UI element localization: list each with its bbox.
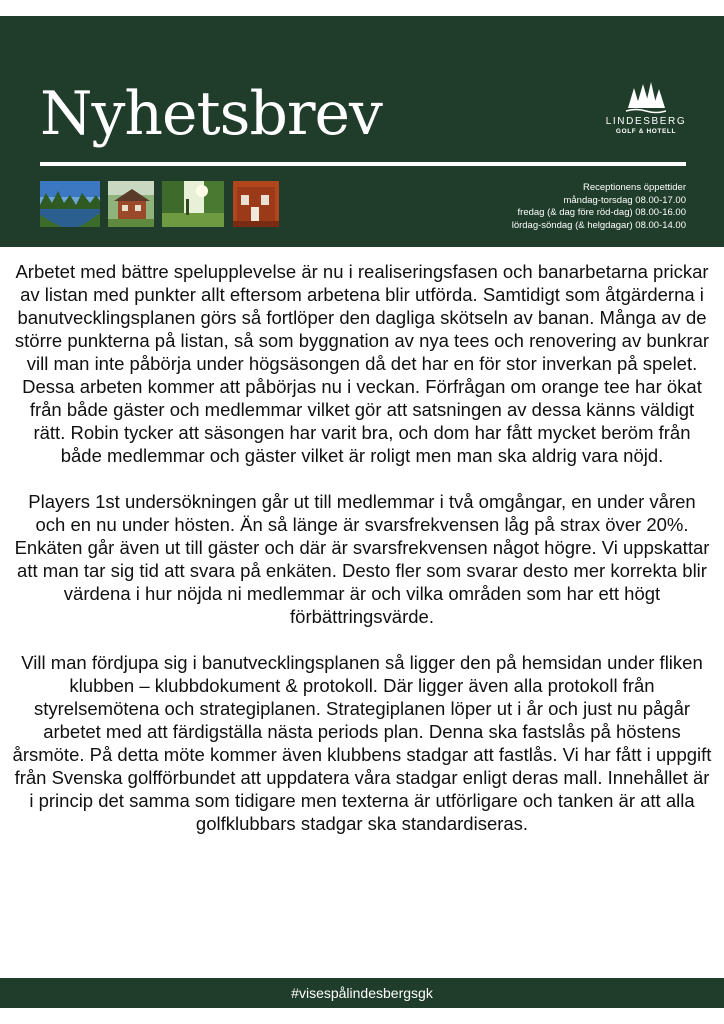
hours-line: måndag-torsdag 08.00-17.00 (563, 194, 686, 206)
red-building-photo (233, 181, 279, 227)
hours-line: fredag (& dag före röd-dag) 08.00-16.00 (517, 207, 686, 218)
newsletter-body (12, 260, 712, 858)
paragraph: Vill man fördjupa sig i banutvecklingsplanen så ligger den på hemsidan under fliken klubben – klubbdokument & protokoll. Där ligger även alla protokoll från styrelsemötena och strategiplanen. Strategiplanen löper ut i år och just nu pågår arbetet med att färdigställa nästa periods plan. Denna ska fastslås på höstens årsmöte. På detta möte kommer även klubbens stadgar att fastlås. Vi har fått i uppgift från Svenska golfförbundet att uppdatera våra stadgar enligt deras mall. Innehållet är i princip det samma som tidigare men texterna är utförligare och tanken är att alla golfklubbars stadgar ska standardiseras. (12, 652, 712, 834)
logo-name: LINDESBERG (605, 116, 687, 127)
header-divider (40, 162, 686, 166)
hours-line: lördag-söndag (& helgdagar) 08.00-14.00 (511, 219, 686, 231)
hours-heading: Receptionens öppettider (583, 182, 686, 193)
bottom-margin (0, 1008, 724, 1024)
lake-photo (40, 181, 100, 227)
paragraph: Players 1st undersökningen går ut till medlemmar i två omgångar, en under våren och en nu under hösten. Än så länge är svarsfrekvensen låg på strax över 20%. Enkäten går även ut till gäster och där är svarsfrekvensen något högre. Vi uppskattar att man tar sig tid att svara på enkäten. Desto fler som svarar desto mer korrekta blir värdena i hur nöjda ni medlemmar är och vilka områden som har ett högt förbättringsvärde. (14, 491, 710, 627)
forest-photo (162, 181, 224, 227)
logo-subtitle: GOLF & HOTELL (615, 128, 677, 135)
page-title: Nyhetsbrev (40, 79, 382, 149)
lindesberg-logo[interactable] (596, 80, 696, 135)
pine-trees-icon (624, 80, 668, 114)
reception-hours (512, 182, 686, 232)
top-margin (0, 0, 724, 16)
newsletter-header (0, 16, 724, 247)
paragraph: Arbetet med bättre spelupplevelse är nu i realiseringsfasen och banarbetarna prickar av listan med punkter allt eftersom arbetena blir utförda. Samtidigt som åtgärderna i banutvecklingsplanen görs så fortlöper den dagliga skötseln av banan. Många av de större punkterna på listan, så som byggnation av nya tees och renovering av bunkrar vill man inte påbörja under högsäsongen då det har en för stor inverkan på spelet. Dessa arbeten kommer att påbörjas nu i veckan. Förfrågan om orange tee har ökat från både gäster och medlemmar vilket gör att satsningen av dessa känns väldigt rätt. Robin tycker att säsongen har varit bra, och dom har fått mycket beröm från både medlemmar och gäster vilket är roligt men man ska aldrig vara nöjd. (14, 261, 710, 466)
footer-hashtag-bar (0, 978, 724, 1008)
hashtag[interactable]: #visespålindesbergsgk (291, 985, 433, 1001)
house-photo (108, 181, 154, 227)
